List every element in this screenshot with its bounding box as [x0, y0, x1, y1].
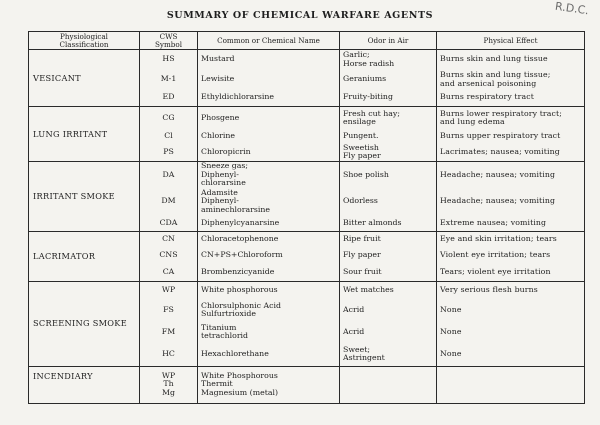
classification-cell: INCENDIARY: [29, 366, 140, 403]
effect-line: None: [440, 326, 462, 336]
handwritten-mark: R.D.C.: [554, 0, 590, 18]
name-cell: [198, 144, 340, 162]
odor-cell: [340, 90, 437, 107]
name-line: Sulfurtrioxide: [201, 309, 257, 319]
name-line: aminechlorarsine: [201, 204, 270, 214]
table-row: [29, 231, 585, 246]
odor-line: Fly paper: [343, 249, 381, 259]
header-name: Common or Chemical Name: [198, 32, 340, 50]
odor-line: Sour fruit: [343, 267, 382, 277]
symbol-cell: [140, 161, 198, 188]
symbol-line: Cl: [164, 131, 173, 141]
table-row: [29, 366, 585, 403]
odor-line: Odorless: [343, 196, 378, 206]
classification-cell: VESICANT: [29, 50, 140, 107]
symbol-line: PS: [163, 146, 174, 156]
name-line: Ethyldichlorarsine: [201, 92, 275, 102]
table-row: [29, 50, 585, 70]
name-cell: [198, 107, 340, 130]
name-line: tetrachlorid: [201, 331, 249, 341]
classification-cell: LACRIMATOR: [29, 231, 140, 281]
odor-line: Acrid: [343, 304, 365, 314]
effect-cell: [437, 231, 585, 246]
name-line: Brombenzicyanide: [201, 267, 275, 277]
name-line: Chloracetophenone: [201, 233, 279, 243]
symbol-cell: [140, 130, 198, 144]
odor-cell: [340, 107, 437, 130]
table-row: [29, 281, 585, 299]
effect-line: and arsenical poisoning: [440, 78, 537, 88]
symbol-line: HC: [162, 349, 175, 359]
name-cell: [198, 343, 340, 366]
effect-line: Extreme nausea; vomiting: [440, 217, 547, 227]
odor-line: Pungent.: [343, 131, 379, 141]
name-line: CN+PS+Chloroform: [201, 249, 283, 259]
odor-cell: [340, 70, 437, 90]
odor-cell: [340, 161, 437, 188]
header-symbol: [140, 32, 198, 50]
header-row: [29, 32, 585, 50]
effect-line: Burns skin and lung tissue;: [440, 69, 551, 79]
name-cell: [198, 188, 340, 215]
page-title: SUMMARY OF CHEMICAL WARFARE AGENTS: [166, 10, 434, 21]
name-line: Hexachlorethane: [201, 349, 269, 359]
effect-cell: [437, 130, 585, 144]
name-cell: [198, 231, 340, 246]
name-cell: [198, 50, 340, 70]
odor-cell: [340, 321, 437, 343]
name-line: Mustard: [201, 54, 235, 64]
odor-line: Shoe polish: [343, 169, 389, 179]
symbol-cell: [140, 70, 198, 90]
effect-line: and lung edema: [440, 117, 505, 127]
symbol-line: Mg: [162, 387, 175, 397]
effect-line: Headache; nausea; vomiting: [440, 169, 556, 179]
effect-cell: [437, 107, 585, 130]
effect-cell: [437, 321, 585, 343]
name-cell: [198, 264, 340, 281]
odor-cell: [340, 50, 437, 70]
name-cell: [198, 70, 340, 90]
odor-line: Fruity-biting: [343, 92, 393, 102]
symbol-cell: [140, 343, 198, 366]
effect-cell: [437, 299, 585, 321]
symbol-cell: [140, 281, 198, 299]
symbol-cell: [140, 321, 198, 343]
table-row: [29, 107, 585, 130]
symbol-line: M-1: [160, 74, 177, 84]
effect-line: Lacrimates; nausea; vomiting: [440, 146, 560, 156]
name-line: Titanium: [201, 322, 237, 332]
effect-cell: [437, 70, 585, 90]
odor-cell: [340, 246, 437, 264]
effect-line: None: [440, 349, 462, 359]
odor-line: Sweetish: [343, 143, 379, 152]
name-line: Thermit: [201, 379, 233, 389]
symbol-line: HS: [162, 54, 175, 64]
classification-cell: SCREENING SMOKE: [29, 281, 140, 366]
effect-cell: [437, 246, 585, 264]
symbol-line: CDA: [159, 217, 178, 227]
name-line: Diphenylcyanarsine: [201, 217, 280, 227]
classification-cell: LUNG IRRITANT: [29, 107, 140, 162]
odor-line: Astringent: [343, 353, 385, 363]
effect-line: Violent eye irritation; tears: [440, 249, 551, 259]
odor-cell: [340, 264, 437, 281]
header-classification: [29, 32, 140, 50]
symbol-cell: [140, 90, 198, 107]
symbol-line: CNS: [159, 249, 178, 259]
symbol-line: CA: [162, 267, 175, 277]
symbol-line: CG: [162, 112, 175, 122]
odor-line: Garlic;: [343, 50, 370, 60]
name-line: Diphenyl-: [201, 169, 239, 179]
classification-cell: IRRITANT SMOKE: [29, 161, 140, 231]
symbol-line: ED: [162, 92, 175, 102]
symbol-line: CN: [162, 233, 175, 243]
name-line: Diphenyl-: [201, 196, 239, 206]
effect-cell: [437, 215, 585, 231]
odor-cell: [340, 299, 437, 321]
name-line: Sneeze gas;: [201, 161, 249, 171]
header-classification-label: Physiological Classification: [59, 31, 109, 49]
name-cell: [198, 246, 340, 264]
symbol-line: FM: [161, 326, 176, 336]
symbol-cell: [140, 246, 198, 264]
name-line: Lewisite: [201, 74, 235, 84]
odor-line: Sweet;: [343, 344, 371, 354]
effect-cell: [437, 90, 585, 107]
effect-line: Burns skin and lung tissue: [440, 54, 548, 64]
name-cell: [198, 366, 340, 403]
name-cell: [198, 90, 340, 107]
effect-cell: [437, 264, 585, 281]
effect-cell: [437, 188, 585, 215]
symbol-cell: [140, 299, 198, 321]
effect-line: Burns lower respiratory tract;: [440, 108, 562, 118]
name-line: Magnesium (metal): [201, 387, 279, 397]
name-line: Adamsite: [201, 188, 238, 197]
name-cell: [198, 321, 340, 343]
odor-cell: [340, 343, 437, 366]
name-cell: [198, 161, 340, 188]
symbol-cell: [140, 188, 198, 215]
effect-line: Burns respiratory tract: [440, 92, 534, 102]
odor-line: Bitter almonds: [343, 217, 402, 227]
odor-line: Wet matches: [343, 285, 394, 295]
odor-cell: [340, 231, 437, 246]
name-line: White Phosphorous: [201, 370, 278, 380]
name-cell: [198, 281, 340, 299]
odor-line: Acrid: [343, 326, 365, 336]
name-line: Phosgene: [201, 112, 240, 122]
name-line: White phosphorous: [201, 285, 278, 295]
odor-line: ensilage: [343, 117, 376, 127]
symbol-cell: [140, 231, 198, 246]
symbol-line: DM: [161, 196, 176, 206]
odor-cell: [340, 215, 437, 231]
odor-cell: [340, 366, 437, 403]
header-effect: Physical Effect: [437, 32, 585, 50]
symbol-cell: [140, 366, 198, 403]
symbol-cell: [140, 144, 198, 162]
name-line: chlorarsine: [201, 178, 246, 188]
symbol-line: FS: [163, 304, 174, 314]
symbol-line: DA: [162, 169, 175, 179]
effect-cell: [437, 281, 585, 299]
header-odor: Odor in Air: [340, 32, 437, 50]
agents-table: [28, 31, 585, 404]
symbol-cell: [140, 107, 198, 130]
symbol-line: Th: [163, 379, 174, 389]
effect-cell: [437, 366, 585, 403]
odor-cell: [340, 144, 437, 162]
symbol-line: WP: [161, 285, 176, 295]
symbol-cell: [140, 264, 198, 281]
effect-line: Tears; violent eye irritation: [440, 267, 551, 277]
name-line: Chlorine: [201, 131, 236, 141]
table-body: [29, 50, 585, 404]
odor-line: Horse radish: [343, 58, 395, 68]
name-cell: [198, 215, 340, 231]
odor-cell: [340, 130, 437, 144]
effect-cell: [437, 50, 585, 70]
name-line: Chloropicrin: [201, 146, 251, 156]
effect-line: Eye and skin irritation; tears: [440, 233, 557, 243]
symbol-line: WP: [161, 370, 176, 380]
odor-cell: [340, 188, 437, 215]
name-cell: [198, 299, 340, 321]
effect-cell: [437, 144, 585, 162]
table-row: [29, 161, 585, 188]
effect-line: Headache; nausea; vomiting: [440, 196, 556, 206]
name-cell: [198, 130, 340, 144]
symbol-cell: [140, 215, 198, 231]
odor-line: Ripe fruit: [343, 233, 381, 243]
effect-line: Very serious flesh burns: [440, 285, 538, 295]
odor-line: Fresh cut hay;: [343, 108, 400, 118]
effect-cell: [437, 343, 585, 366]
odor-line: Fly paper: [343, 151, 381, 161]
symbol-cell: [140, 50, 198, 70]
effect-line: None: [440, 304, 462, 314]
name-line: Chlorsulphonic Acid: [201, 300, 281, 310]
odor-line: Geraniums: [343, 74, 387, 84]
odor-cell: [340, 281, 437, 299]
header-symbol-label: CWS Symbol: [154, 31, 183, 49]
effect-cell: [437, 161, 585, 188]
effect-line: Burns upper respiratory tract: [440, 131, 561, 141]
